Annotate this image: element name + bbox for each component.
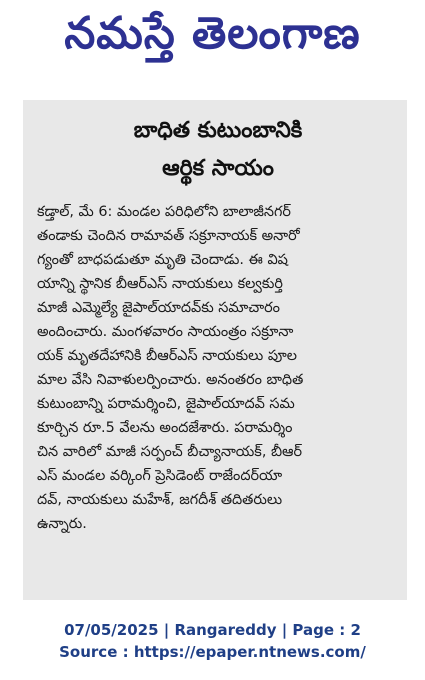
footer-date-edition-page: 07/05/2025 | Rangareddy | Page : 2 [64,621,361,639]
body-line: యాన్ని స్థానిక బీఆర్ఎస్ నాయకులు కల్వకుర్తి [37,276,283,292]
headline-line-1: బాధిత కుటుంబానికి [133,118,303,143]
body-line: గ్యంతో బాధపడుతూ మృతి చెందాడు. ఈ విష [37,252,288,268]
article-headline [37,112,399,188]
body-line: యక్ మృతదేహానికి బీఆర్ఎస్ నాయకులు పూల [37,348,297,364]
body-line: కూర్చిన రూ.5 వేలను అందజేశారు. పరామర్శిం [37,420,293,436]
headline-line-2: ఆర్థిక సాయం [162,156,274,181]
masthead-title: నమస్తే తెలంగాణ [64,8,361,59]
body-line: మాల వేసి నివాళులర్పించారు. అనంతరం బాధిత [37,372,304,388]
footer-source: Source : https://epaper.ntnews.com/ [59,643,366,661]
body-line: ఉన్నారు. [37,516,87,532]
body-line: దవ్, నాయకులు మహేశ్, జగదీశ్ తదితరులు [37,492,283,508]
body-line: తండాకు చెందిన రామావత్ సక్రూనాయక్ అనారో [37,228,300,244]
body-line: మాజీ ఎమ్మెల్యే జైపాల్‌యాదవ్‌కు సమాచారం [37,300,280,316]
body-line: ఎస్ మండల వర్కింగ్ ప్రెసిడెంట్ రాజేందర్‌యా [37,468,283,484]
body-line: చిన వారిలో మాజీ సర్పంచ్ బీచ్యానాయక్, బీఆర్ [37,444,303,460]
article-body [37,200,399,536]
article-clipping [23,100,407,600]
newspaper-masthead [0,0,425,78]
body-line: అందించారు. మంగళవారం సాయంత్రం సక్రూనా [37,324,294,340]
body-line: కుటుంబాన్ని పరామర్శించి, జైపాల్‌యాదవ్ సమ [37,396,295,412]
body-line: కడ్తాల్, మే 6: మండల పరిధిలోని బాలాజీనగర్ [37,204,291,220]
